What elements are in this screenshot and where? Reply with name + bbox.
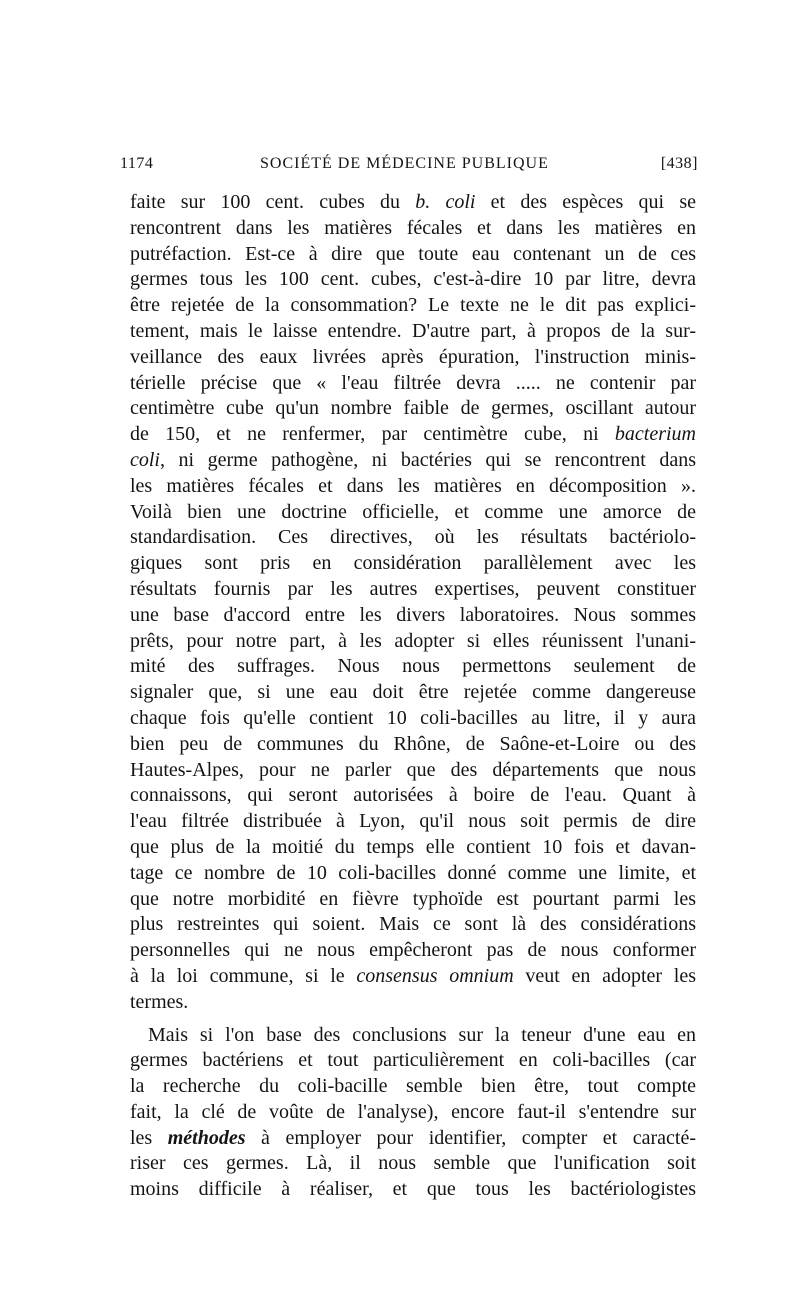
text-line: que plus de la moitié du temps elle contient 10 fois et davan-	[130, 835, 696, 858]
text-line: tement, mais le laisse entendre. D'autre part, à propos de la sur-	[130, 319, 696, 342]
text-line: signaler que, si une eau doit être rejetée comme dangereuse	[130, 681, 696, 704]
text-line: standardisation. Ces directives, où les résultats bactériolo-	[130, 526, 696, 549]
text-line: Mais si l'on base des conclusions sur la teneur d'une eau en	[148, 1023, 696, 1046]
text-line: germes bactériens et tout particulièrement en coli-bacilles (car	[130, 1049, 696, 1072]
running-title: SOCIÉTÉ DE MÉDECINE PUBLIQUE	[260, 155, 549, 172]
text-line: les matières fécales et dans les matières en décomposition ».	[130, 474, 696, 497]
text-line: termes.	[130, 990, 189, 1013]
text-line: bien peu de communes du Rhône, de Saône-et-Loire ou des	[130, 732, 696, 755]
paragraph-2	[130, 1023, 696, 1204]
text-line: Voilà bien une doctrine officielle, et comme une amorce de	[130, 500, 696, 523]
text-line: moins difficile à réaliser, et que tous les bactériologistes	[130, 1178, 696, 1201]
text-line: à la loi commune, si le consensus omnium veut en adopter les	[130, 964, 696, 987]
text-line: prêts, pour notre part, à les adopter si elles réunissent l'unani-	[130, 629, 696, 652]
text-line: connaissons, qui seront autorisées à boire de l'eau. Quant à	[130, 784, 696, 807]
page-number: 1174	[120, 155, 154, 172]
text-line: giques sont pris en considération parallèlement avec les	[130, 552, 696, 575]
text-line: personnelles qui ne nous empêcheront pas de nous conformer	[130, 939, 696, 962]
text-line: chaque fois qu'elle contient 10 coli-bacilles au litre, il y aura	[130, 706, 696, 729]
text-line: coli, ni germe pathogène, ni bactéries qui se rencontrent dans	[130, 448, 696, 471]
text-line: mité des suffrages. Nous nous permettons seulement de	[130, 655, 696, 678]
text-line: riser ces germes. Là, il nous semble que l'unification soit	[130, 1152, 696, 1175]
paragraph-1	[130, 190, 696, 1016]
text-line: la recherche du coli-bacille semble bien être, tout compte	[130, 1075, 696, 1098]
text-line: l'eau filtrée distribuée à Lyon, qu'il nous soit permis de dire	[130, 810, 696, 833]
text-line: de 150, et ne renfermer, par centimètre cube, ni bacterium	[130, 423, 696, 446]
text-line: résultats fournis par les autres expertises, peuvent constituer	[130, 577, 696, 600]
running-header	[120, 155, 698, 181]
text-line: plus restreintes qui soient. Mais ce sont là des considérations	[130, 913, 696, 936]
text-line: germes tous les 100 cent. cubes, c'est-à-dire 10 par litre, devra	[130, 268, 696, 291]
text-line: une base d'accord entre les divers laboratoires. Nous sommes	[130, 603, 696, 626]
text-line: faite sur 100 cent. cubes du b. coli et des espèces qui se	[130, 191, 696, 213]
text-line: veillance des eaux livrées après épuration, l'instruction minis-	[130, 345, 696, 368]
text-line: fait, la clé de voûte de l'analyse), encore faut-il s'entendre sur	[130, 1100, 696, 1123]
text-line: tage ce nombre de 10 coli-bacilles donné comme une limite, et	[130, 861, 696, 884]
text-line: être rejetée de la consommation? Le texte ne le dit pas explici-	[130, 294, 696, 317]
text-line: térielle précise que « l'eau filtrée devra ..... ne contenir par	[130, 371, 696, 394]
text-line: les méthodes à employer pour identifier, compter et caracté-	[130, 1126, 696, 1149]
text-line: Hautes-Alpes, pour ne parler que des départements que nous	[130, 758, 696, 781]
text-line: centimètre cube qu'un nombre faible de germes, oscillant autour	[130, 397, 696, 420]
text-line: que notre morbidité en fièvre typhoïde est pourtant parmi les	[130, 887, 696, 910]
text-line: putréfaction. Est-ce à dire que toute eau contenant un de ces	[130, 242, 696, 265]
reference-number: [438]	[660, 155, 698, 172]
text-line: rencontrent dans les matières fécales et dans les matières en	[130, 216, 696, 239]
body-text	[130, 190, 696, 1203]
